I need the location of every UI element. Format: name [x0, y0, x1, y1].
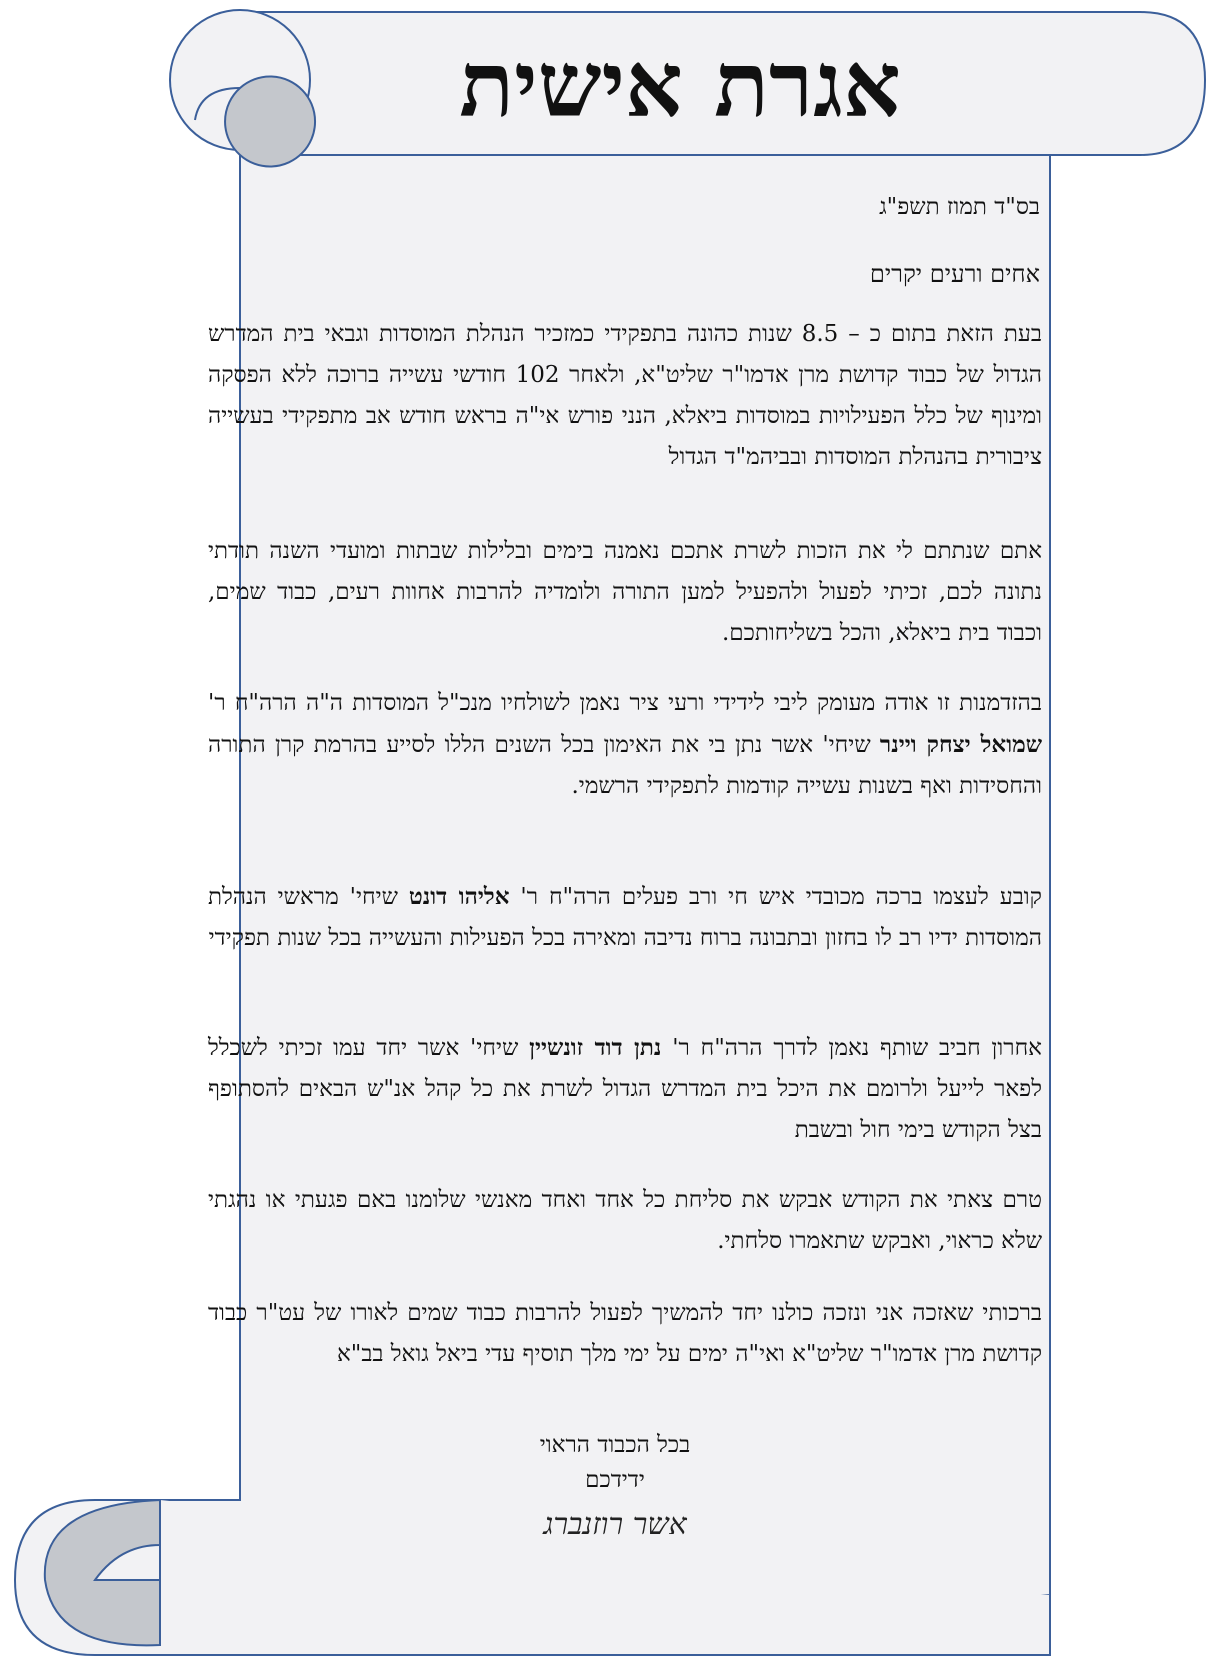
paragraph-5: אחרון חביב שותף נאמן לדרך הרה"ח ר' נתן דוד זונשיין שיחי' אשר יחד עמו זכיתי לשכלל לפאר לייעל ולרומם את היכל בית המדרש הגדול לשרת את כל קהל אנ"ש הבאים להסתופף בצל הקודש בימי חול ובשבת [208, 1034, 1042, 1143]
name-eliyahu-dont: אליהו דונט [408, 883, 510, 910]
closing-line: בכל הכבוד הראוי [539, 1432, 691, 1458]
greeting: אחים ורעים יקרים [869, 260, 1040, 288]
scroll-top-curl [225, 76, 315, 166]
date-line: בס"ד תמוז תשפ"ג [879, 194, 1040, 220]
paragraph-7: ברכותי שאזכה אני ונזכה כולנו יחד להמשיך לפעול להרבות כבוד שמים לאורו של עט"ר כבוד קדושת מרן אדמו"ר שליט"א ואי"ה ימים על ימי מלך תוסיף עדי ביאל גואל בב"א [208, 1300, 1042, 1367]
name-natan-zonshein: נתן דוד זונשיין [529, 1034, 662, 1061]
paragraph-4: קובע לעצמו ברכה מכובדי איש חי ורב פעלים הרה"ח ר' אליהו דונט שיחי' מראשי הנהלת המוסדות ידיו רב לו בחזון ובתבונה ברוח נדיבה ומאירה בכל הפעילות והעשייה בכל שנות תפקידי [208, 883, 1042, 951]
name-shmuel-weiner: שמואל יצחק ויינר [879, 731, 1042, 758]
closing-yours: ידידכם [585, 1467, 645, 1493]
letter-title: אגרת אישית [459, 32, 901, 138]
paragraph-2: אתם שנתתם לי את הזכות לשרת אתכם נאמנה בימים ובלילות שבתות ומועדי השנה תודתי נתונה לכם, זכיתי לפעול ולהפעיל למען התורה ולומדיה להרבות אחוות רעים, כבוד שמים, וכבוד בית ביאלא, והכל בשליחותכם. [208, 538, 1043, 646]
paragraph-1: בעת הזאת בתום כ – 8.5 שנות כהונה בתפקידי כמזכיר הנהלת המוסדות וגבאי בית המדרש הגדול של כבוד קדושת מרן אדמו"ר שליט"א, ולאחר 102 חודשי עשייה ברוכה ללא הפסקה ומינוף של כלל הפעילויות במוסדות ביאלא, הנני פורש אי"ה בראש חודש אב מתפקידי בעשייה ציבורית בהנהלת המוסדות ובביהמ"ד הגדול [208, 321, 1042, 470]
paragraph-6: טרם צאתי את הקודש אבקש את סליחת כל אחד ואחד מאנשי שלומנו באם פגעתי או נהגתי שלא כראוי, ואבקש שתאמרו סלחתי. [208, 1187, 1042, 1254]
paragraph-3: בהזדמנות זו אודה מעומק ליבי לידידי ורעי ציר נאמן לשולחיו מנכ"ל המוסדות ה"ה הרה"ח ר' שמואל יצחק ויינר שיחי' אשר נתן בי את האימון בכל השנים הללו לסייע בהרמת קרן התורה והחסידות ואף בשנות עשייה קודמות לתפקידי הרשמי. [208, 690, 1042, 799]
signature: אשר רוזנברג [543, 1507, 687, 1542]
